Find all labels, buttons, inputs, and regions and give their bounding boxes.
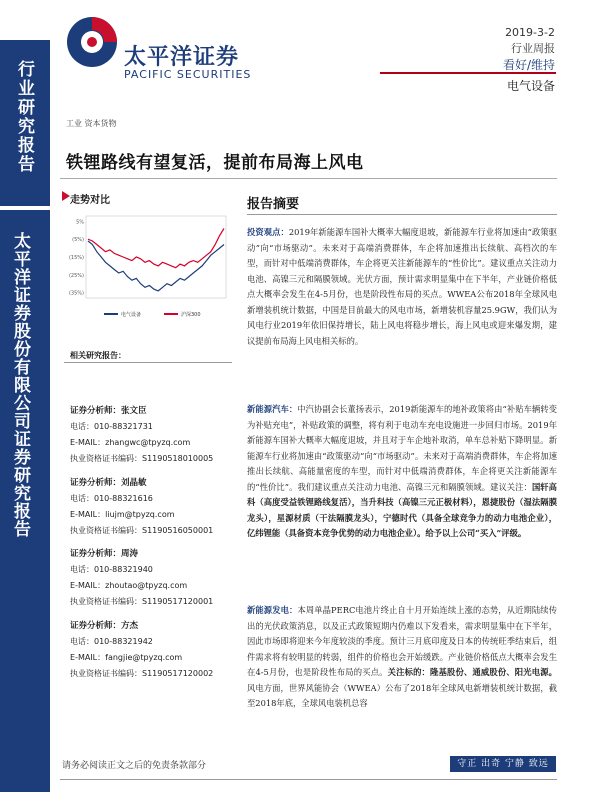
y-tick-label: (35%) — [68, 290, 84, 297]
paragraph-body: 本周单晶PERC电池片终止自十月开始连续上涨的态势，从近期陆续传出的光伏政策消息，以及正式政策短期内仍难以下发看来，需求明显集中在下半年，因此市场即将迎来今年度较淡的季度。预计三月底印度及日本的传统旺季结束后，组件需求将有较明显的转弱，组件的价格也会开始缓跌。产业链价格低点大概率会发生在4-5月份，也是阶段性布局的买点。 — [247, 605, 557, 677]
report-date: 2019-3-2 — [505, 26, 555, 39]
footer-disclaimer: 请务必阅读正文之后的免责条款部分 — [62, 761, 207, 771]
analyst-license: 执业资格证书编码：S1190518010005 — [70, 454, 214, 463]
sidebar-top-band — [0, 40, 50, 206]
y-tick-label: 5% — [76, 219, 84, 226]
related-reports-title: 相关研究报告： — [70, 351, 126, 360]
paragraph-lead: 新能源发电： — [247, 605, 298, 615]
report-type: 行业周报 — [511, 42, 555, 55]
paragraph-body-cont: 风电方面，世界风能协会（WWEA）公布了2018年全球风电新增装机统计数据，截至2018年底，全球风电装机总容 — [247, 682, 557, 708]
focus-lead: 关注标的： — [387, 667, 431, 677]
focus-stocks: 隆基股份、通威股份、阳光电源。 — [430, 667, 557, 677]
analyst-email[interactable]: E-MAIL：zhoutao@tpyzq.com — [70, 581, 188, 590]
industry-line: 工业 资本货物 — [66, 119, 117, 128]
y-tick-label: (25%) — [68, 272, 84, 279]
paragraph-picks: 国轩高科（高度受益铁锂路线复活），当升科技（高镍三元正极材料），恩捷股份（湿法隔膜龙头），星源材质（干法隔膜龙头），宁德时代（具备全球竞争力的动力电池企业），亿纬锂能（具备资本竞争优势的动力电池企业）。给予以上公司“买入”评级。 — [247, 481, 557, 538]
paragraph-body: 中汽协副会长董扬表示，2019新能源车的地补政策将由“补贴车辆转变为补贴充电”，补贴政策的调整，将有利于电动车充电设施进一步回归市场。2019年新能源车国补大概率大幅度退坡，并且对于车企地补取消，单车总补贴下降明显。新能源车行业将加速由“政策驱动”向“市场驱动”。未来对于高端消费群体，车企将加速推出长续航、高能量密度的车型，而针对中低端消费群体，车企将更关注新能源车的“性价比”。我们建议重点关注动力电池、高镍三元和隔膜领域。建议关注： — [247, 404, 557, 492]
y-tick-label: (15%) — [68, 255, 84, 261]
analyst-block — [70, 546, 213, 610]
related-divider — [64, 362, 232, 363]
summary-title: 报告摘要 — [247, 197, 300, 212]
analyst-title: 证券分析师：刘晶敏 — [70, 478, 147, 488]
summary-divider — [247, 214, 557, 215]
series-line-0 — [88, 241, 224, 291]
analyst-email[interactable]: E-MAIL：liujm@tpyzq.com — [70, 510, 175, 519]
sidebar-bottom-band — [0, 210, 50, 792]
trend-chart — [64, 210, 230, 326]
analyst-license: 执业资格证书编码：S1190516050001 — [70, 526, 214, 535]
paragraph-body: 2019年新能源车国补大概率大幅度退坡，新能源车行业将加速由“政策驱动”向“市场驱动”。未来对于高端消费群体，车企将加速推出长续航、高档次的车型，而针对中低端消费群体，车企将更关注新能源车的“性价比”。建议重点关注动力电池、高镍三元和隔膜领域。光伏方面，预计需求明显集中在下半年，产业链价格低点大概率会发生在4-5月份，也是阶段性布局的买点。WWEA公布2018年全球风电新增装机统计数据，中国是目前最大的风电市场，新增装机容量25.9GW，我们认为风电行业2019年依旧保持增长，陆上风电将稳步增长，海上风电或迎来爆发期，建议提前布局海上风电相关标的。 — [247, 227, 557, 346]
sidebar-top-label: 行业研究报告 — [14, 60, 34, 174]
trend-title: 走势对比 — [70, 195, 110, 206]
section-marker-icon — [62, 191, 70, 201]
analyst-email[interactable]: E-MAIL：fangjie@tpyzq.com — [70, 653, 183, 662]
analyst-phone: 电话：010-88321942 — [70, 637, 153, 646]
paragraph-lead: 新能源汽车： — [247, 404, 298, 414]
logo-name-en: PACIFIC SECURITIES — [124, 68, 252, 81]
legend-label: 沪深300 — [181, 312, 201, 318]
analyst-phone: 电话：010-88321731 — [70, 422, 153, 431]
pacific-securities-logo-icon — [64, 14, 120, 70]
header-divider — [380, 72, 556, 74]
summary-paragraph-investment — [247, 225, 557, 349]
footer-divider — [60, 779, 557, 780]
analyst-email[interactable]: E-MAIL：zhangwc@tpyzq.com — [70, 438, 191, 447]
rating: 看好/维持 — [502, 58, 555, 72]
title-divider — [60, 178, 557, 179]
analyst-title: 证券分析师：张文臣 — [70, 406, 147, 416]
page-title: 铁锂路线有望复活，提前布局海上风电 — [66, 153, 364, 173]
sector: 电气设备 — [506, 79, 555, 93]
analyst-title: 证券分析师：周涛 — [70, 549, 139, 559]
legend-label: 电气设备 — [121, 312, 142, 318]
y-tick-label: (5%) — [72, 237, 84, 244]
summary-paragraph-power — [247, 603, 557, 712]
analyst-phone: 电话：010-88321616 — [70, 494, 153, 503]
paragraph-lead: 投资观点： — [247, 227, 289, 237]
footer-motto: 守正 出奇 宁静 致远 — [450, 756, 556, 772]
series-line-1 — [88, 229, 224, 268]
analyst-block — [70, 618, 213, 682]
analyst-phone: 电话：010-88321940 — [70, 565, 153, 574]
logo-name-cn: 太平洋证券 — [124, 45, 240, 70]
analyst-license: 执业资格证书编码：S1190517120002 — [70, 669, 214, 678]
sidebar-bottom-label: 太平洋证券股份有限公司证券研究报告 — [10, 232, 30, 538]
analyst-block — [70, 475, 213, 539]
analyst-block — [70, 403, 213, 467]
summary-paragraph-ev — [247, 402, 557, 542]
analyst-title: 证券分析师：方杰 — [70, 621, 139, 631]
analyst-license: 执业资格证书编码：S1190517120001 — [70, 597, 214, 606]
